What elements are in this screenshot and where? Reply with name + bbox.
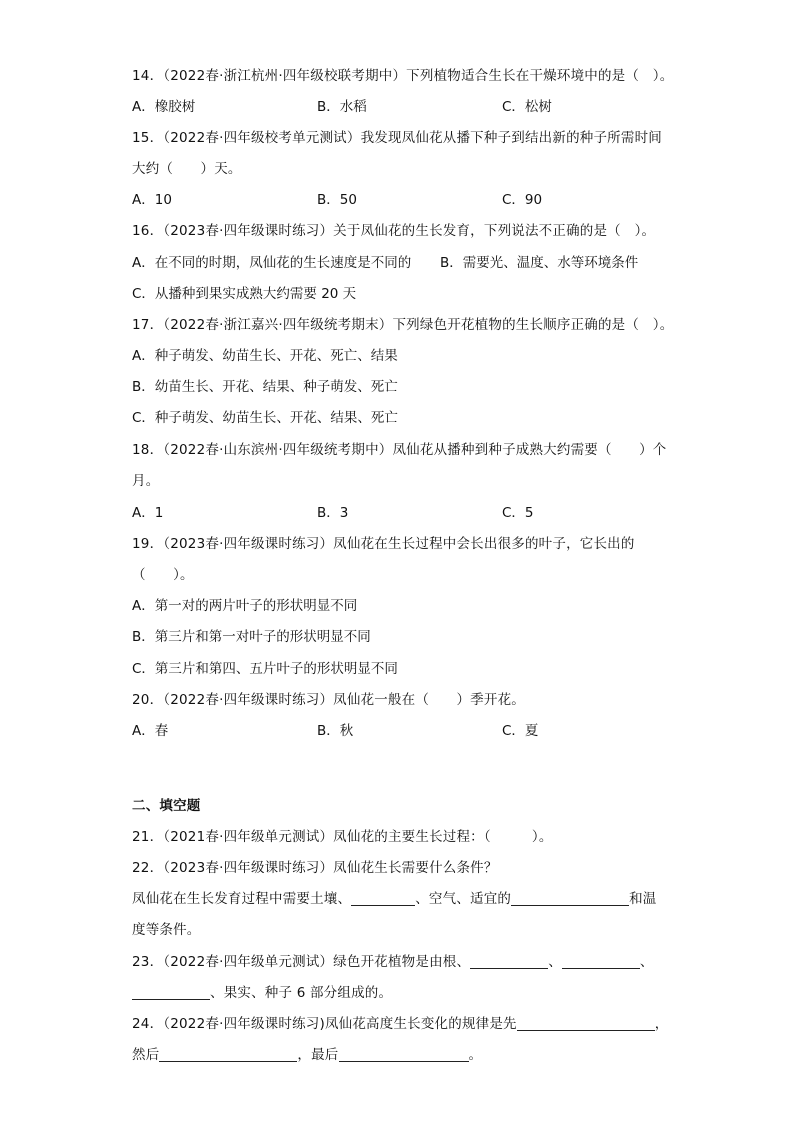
q19-option-a: A．第一对的两片叶子的形状明显不同 [132,598,358,614]
q23-blank-2[interactable] [562,954,640,969]
q19-stem-line2: （ ）。 [132,567,194,583]
q15-stem-line2: 大约（ ）天。 [132,161,242,177]
q23-text-2: 、 [548,954,562,970]
q23-text-3: 、 [639,954,654,970]
q23-text-4: 、果实、种子 6 部分组成的。 [210,985,393,1001]
q17-option-a: A．种子萌发、幼苗生长、开花、死亡、结果 [132,348,398,364]
q20-stem: 20．（2022春·四年级课时练习）凤仙花一般在（ ）季开花。 [132,692,525,708]
q22-blank-1[interactable] [351,891,415,906]
q24-text-1: 24．（2022春·四年级课时练习)凤仙花高度生长变化的规律是先 [132,1016,517,1032]
q24-fill-line-2 [132,1045,482,1065]
q18-stem-line1: 18．（2022春·山东滨州·四年级统考期中）凤仙花从播种到种子成熟大约需要（ ）个 [132,442,667,458]
q16-option-b: B．需要光、温度、水等环境条件 [440,255,639,271]
q23-fill-line-2 [132,983,392,1003]
q17-stem: 17．（2022春·浙江嘉兴·四年级统考期末）下列绿色开花植物的生长顺序正确的是（ ）。 [132,317,674,333]
q14-option-a: A．橡胶树 [132,99,196,115]
q22-text-3: 和温 [629,891,657,907]
q24-blank-3[interactable] [339,1047,469,1062]
q23-text-1: 23．（2022春·四年级单元测试）绿色开花植物是由根、 [132,954,471,970]
q14-option-c: C．松树 [502,99,552,115]
q22-fill-line-2: 度等条件。 [132,922,201,938]
q15-option-b: B．50 [317,192,357,208]
q22-blank-2[interactable] [511,891,629,906]
q16-stem: 16．（2023春·四年级课时练习）关于凤仙花的生长发育，下列说法不正确的是（ ）。 [132,223,656,239]
q22-text-1: 凤仙花在生长发育过程中需要土壤、 [132,891,352,907]
q15-option-c: C．90 [502,192,543,208]
q23-fill-line [132,952,654,972]
q23-blank-3[interactable] [132,985,210,1000]
q23-blank-1[interactable] [470,954,548,969]
q20-option-c: C．夏 [502,723,539,739]
q19-option-b: B．第三片和第一对叶子的形状明显不同 [132,629,371,645]
q18-option-a: A．1 [132,505,164,521]
q15-stem-line1: 15．（2022春·四年级校考单元测试）我发现凤仙花从播下种子到结出新的种子所需时间 [132,130,662,146]
q15-option-a: A．10 [132,192,172,208]
q22-fill-line [132,889,657,909]
q16-option-c: C．从播种到果实成熟大约需要 20 天 [132,286,357,302]
section-heading: 二、填空题 [132,798,201,814]
q24-fill-line [132,1014,668,1034]
q24-text-2: ， [654,1016,669,1032]
q21-stem: 21．（2021春·四年级单元测试）凤仙花的主要生长过程：（ ）。 [132,829,553,845]
q19-option-c: C．第三片和第四、五片叶子的形状明显不同 [132,661,398,677]
q24-text-5: 。 [468,1047,483,1063]
q24-blank-2[interactable] [159,1047,297,1062]
q24-text-3: 然后 [132,1047,160,1063]
q16-option-a: A．在不同的时期，凤仙花的生长速度是不同的 [132,255,412,271]
q24-text-4: ，最后 [297,1047,339,1063]
q14-option-b: B．水稻 [317,99,367,115]
q17-option-b: B．幼苗生长、开花、结果、种子萌发、死亡 [132,379,398,395]
q19-stem-line1: 19．（2023春·四年级课时练习）凤仙花在生长过程中会长出很多的叶子，它长出的 [132,536,635,552]
q18-option-b: B．3 [317,505,349,521]
q22-text-2: 、空气、适宜的 [415,891,512,907]
q14-stem: 14．（2022春·浙江杭州·四年级校联考期中）下列植物适合生长在干燥环境中的是（ ）。 [132,68,674,84]
q24-blank-1[interactable] [517,1016,655,1031]
q20-option-b: B．秋 [317,723,354,739]
q22-stem: 22．（2023春·四年级课时练习）凤仙花生长需要什么条件？ [132,860,498,876]
q17-option-c: C．种子萌发、幼苗生长、开花、结果、死亡 [132,410,398,426]
q18-stem-line2: 月。 [132,473,160,489]
q20-option-a: A．春 [132,723,169,739]
q18-option-c: C．5 [502,505,534,521]
